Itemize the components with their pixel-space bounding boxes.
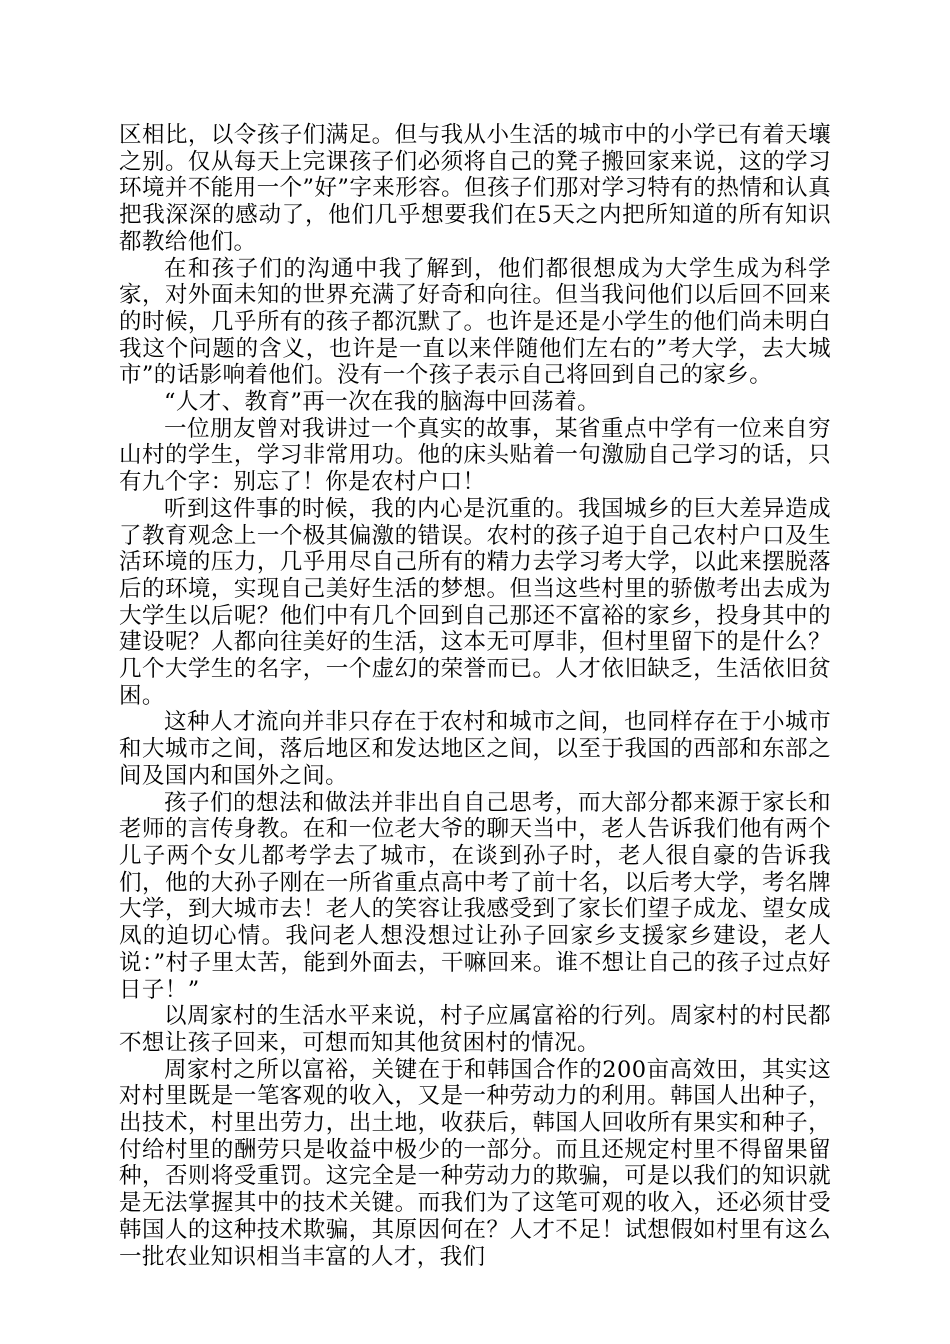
paragraph-5: 听到这件事的时候，我的内心是沉重的。我国城乡的巨大差异造成了教育观念上一个极其偏激的错误。农村的孩子迫于自己农村户口及生活环境的压力，几乎用尽自己所有的精力去学习考大学，以此来摆脱落后的环境，实现自己美好生活的梦想。但当这些村里的骄傲考出去成为大学生以后呢？他们中有几个回到自己那还不富裕的家乡，投身其中的建设呢？人都向往美好的生活，这本无可厚非，但村里留下的是什么？几个大学生的名字，一个虚幻的荣誉而已。人才依旧缺乏，生活依旧贫困。 [119,495,831,709]
paragraph-7: 孩子们的想法和做法并非出自自己思考，而大部分都来源于家长和老师的言传身教。在和一位老大爷的聊天当中，老人告诉我们他有两个儿子两个女儿都考学去了城市，在谈到孙子时，老人很自豪的告诉我们，他的大孙子刚在一所省重点高中考了前十名，以后考大学，考名牌大学，到大城市去！老人的笑容让我感受到了家长们望子成龙、望女成凤的迫切心情。我问老人想没想过让孙子回家乡支援家乡建设，老人说：”村子里太苦，能到外面去，干嘛回来。谁不想让自己的孩子过点好日子！” [119,789,831,1003]
paragraph-6: 这种人才流向并非只存在于农村和城市之间，也同样存在于小城市和大城市之间，落后地区和发达地区之间，以至于我国的西部和东部之间及国内和国外之间。 [119,709,831,789]
paragraph-9: 周家村之所以富裕，关键在于和韩国合作的200亩高效田，其实这对村里既是一笔客观的收入，又是一种劳动力的利用。韩国人出种子，出技术，村里出劳力，出土地，收获后，韩国人回收所有果实和种子，付给村里的酬劳只是收益中极少的一部分。而且还规定村里不得留果留种，否则将受重罚。这完全是一种劳动力的欺骗，可是以我们的知识就是无法掌握其中的技术关键。而我们为了这笔可观的收入，还必须甘受韩国人的这种技术欺骗，其原因何在？人才不足！试想假如村里有这么一批农业知识相当丰富的人才，我们 [119,1056,831,1270]
paragraph-8: 以周家村的生活水平来说，村子应属富裕的行列。周家村的村民都不想让孩子回来，可想而知其他贫困村的情况。 [119,1003,831,1056]
paragraph-2: 在和孩子们的沟通中我了解到，他们都很想成为大学生成为科学家，对外面未知的世界充满了好奇和向往。但当我问他们以后回不回来的时候，几乎所有的孩子都沉默了。也许是还是小学生的他们尚未明白我这个问题的含义，也许是一直以来伴随他们左右的”考大学，去大城市”的话影响着他们。没有一个孩子表示自己将回到自己的家乡。 [119,255,831,389]
paragraph-4: 一位朋友曾对我讲过一个真实的故事，某省重点中学有一位来自穷山村的学生，学习非常用功。他的床头贴着一句激励自己学习的话，只有九个字：别忘了！你是农村户口！ [119,415,831,496]
document-body [119,122,831,1270]
paragraph-3: “人才、教育”再一次在我的脑海中回荡着。 [164,389,601,416]
paragraph-1: 区相比，以令孩子们满足。但与我从小生活的城市中的小学已有着天壤之别。仅从每天上完课孩子们必须将自己的凳子搬回家来说，这的学习环境并不能用一个”好”字来形容。但孩子们那对学习特有的热情和认真把我深深的感动了，他们几乎想要我们在5天之内把所知道的所有知识都教给他们。 [119,122,831,255]
